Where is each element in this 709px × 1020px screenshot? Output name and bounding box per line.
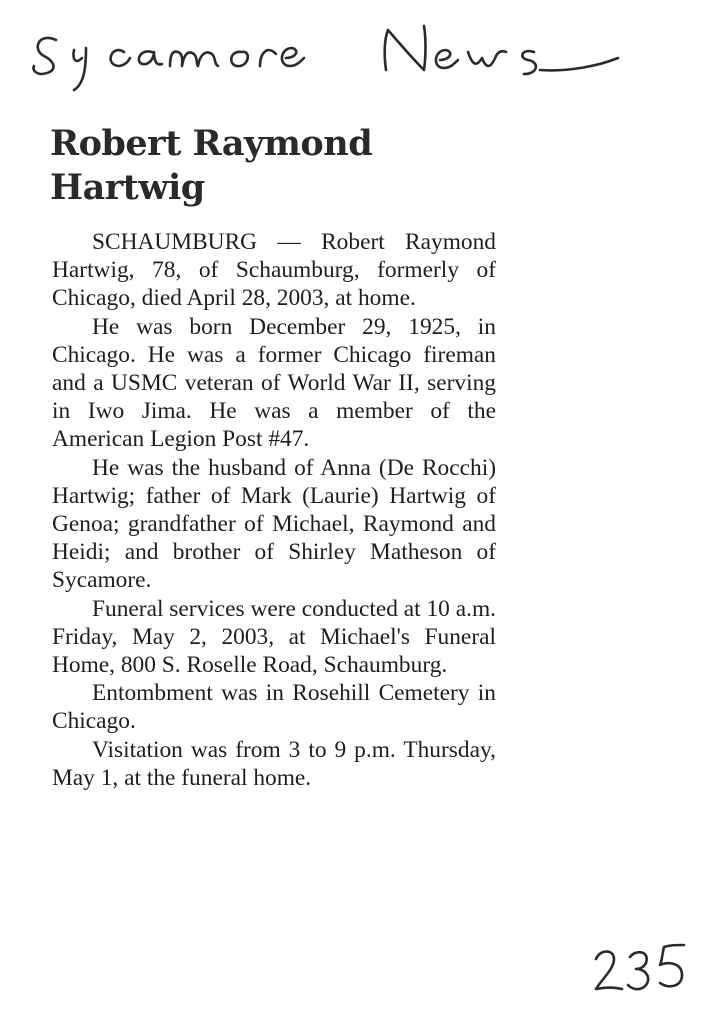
obituary-paragraph: He was born December 29, 1925, in Chicago. He was a former Chicago fireman and a USMC veteran of World War II, serving in Iwo Jima. He was a member of the American Legion Post #47.	[52, 313, 496, 453]
obituary-body	[52, 228, 496, 792]
obituary-paragraph: Entombment was in Rosehill Cemetery in Chicago.	[52, 680, 496, 735]
obituary-paragraph: SCHAUMBURG — Robert Raymond Hartwig, 78, of Schaumburg, formerly of Chicago, died April 28, 2003, at home.	[52, 229, 496, 312]
obituary-paragraph: Funeral services were conducted at 10 a.m. Friday, May 2, 2003, at Michael's Funeral Home, 800 S. Roselle Road, Schaumburg.	[52, 595, 496, 679]
obituary-paragraph: He was the husband of Anna (De Rocchi) Hartwig; father of Mark (Laurie) Hartwig of Genoa; grandfather of Michael, Raymond and Heidi; and brother of Shirley Matheson of Sycamore.	[52, 454, 496, 594]
obituary-paragraph: Visitation was from 3 to 9 p.m. Thursday, May 1, at the funeral home.	[52, 736, 496, 791]
obituary-headline: Robert Raymond Hartwig	[50, 123, 373, 208]
handwritten-source-note	[28, 8, 628, 94]
handwritten-page-number	[590, 935, 690, 995]
